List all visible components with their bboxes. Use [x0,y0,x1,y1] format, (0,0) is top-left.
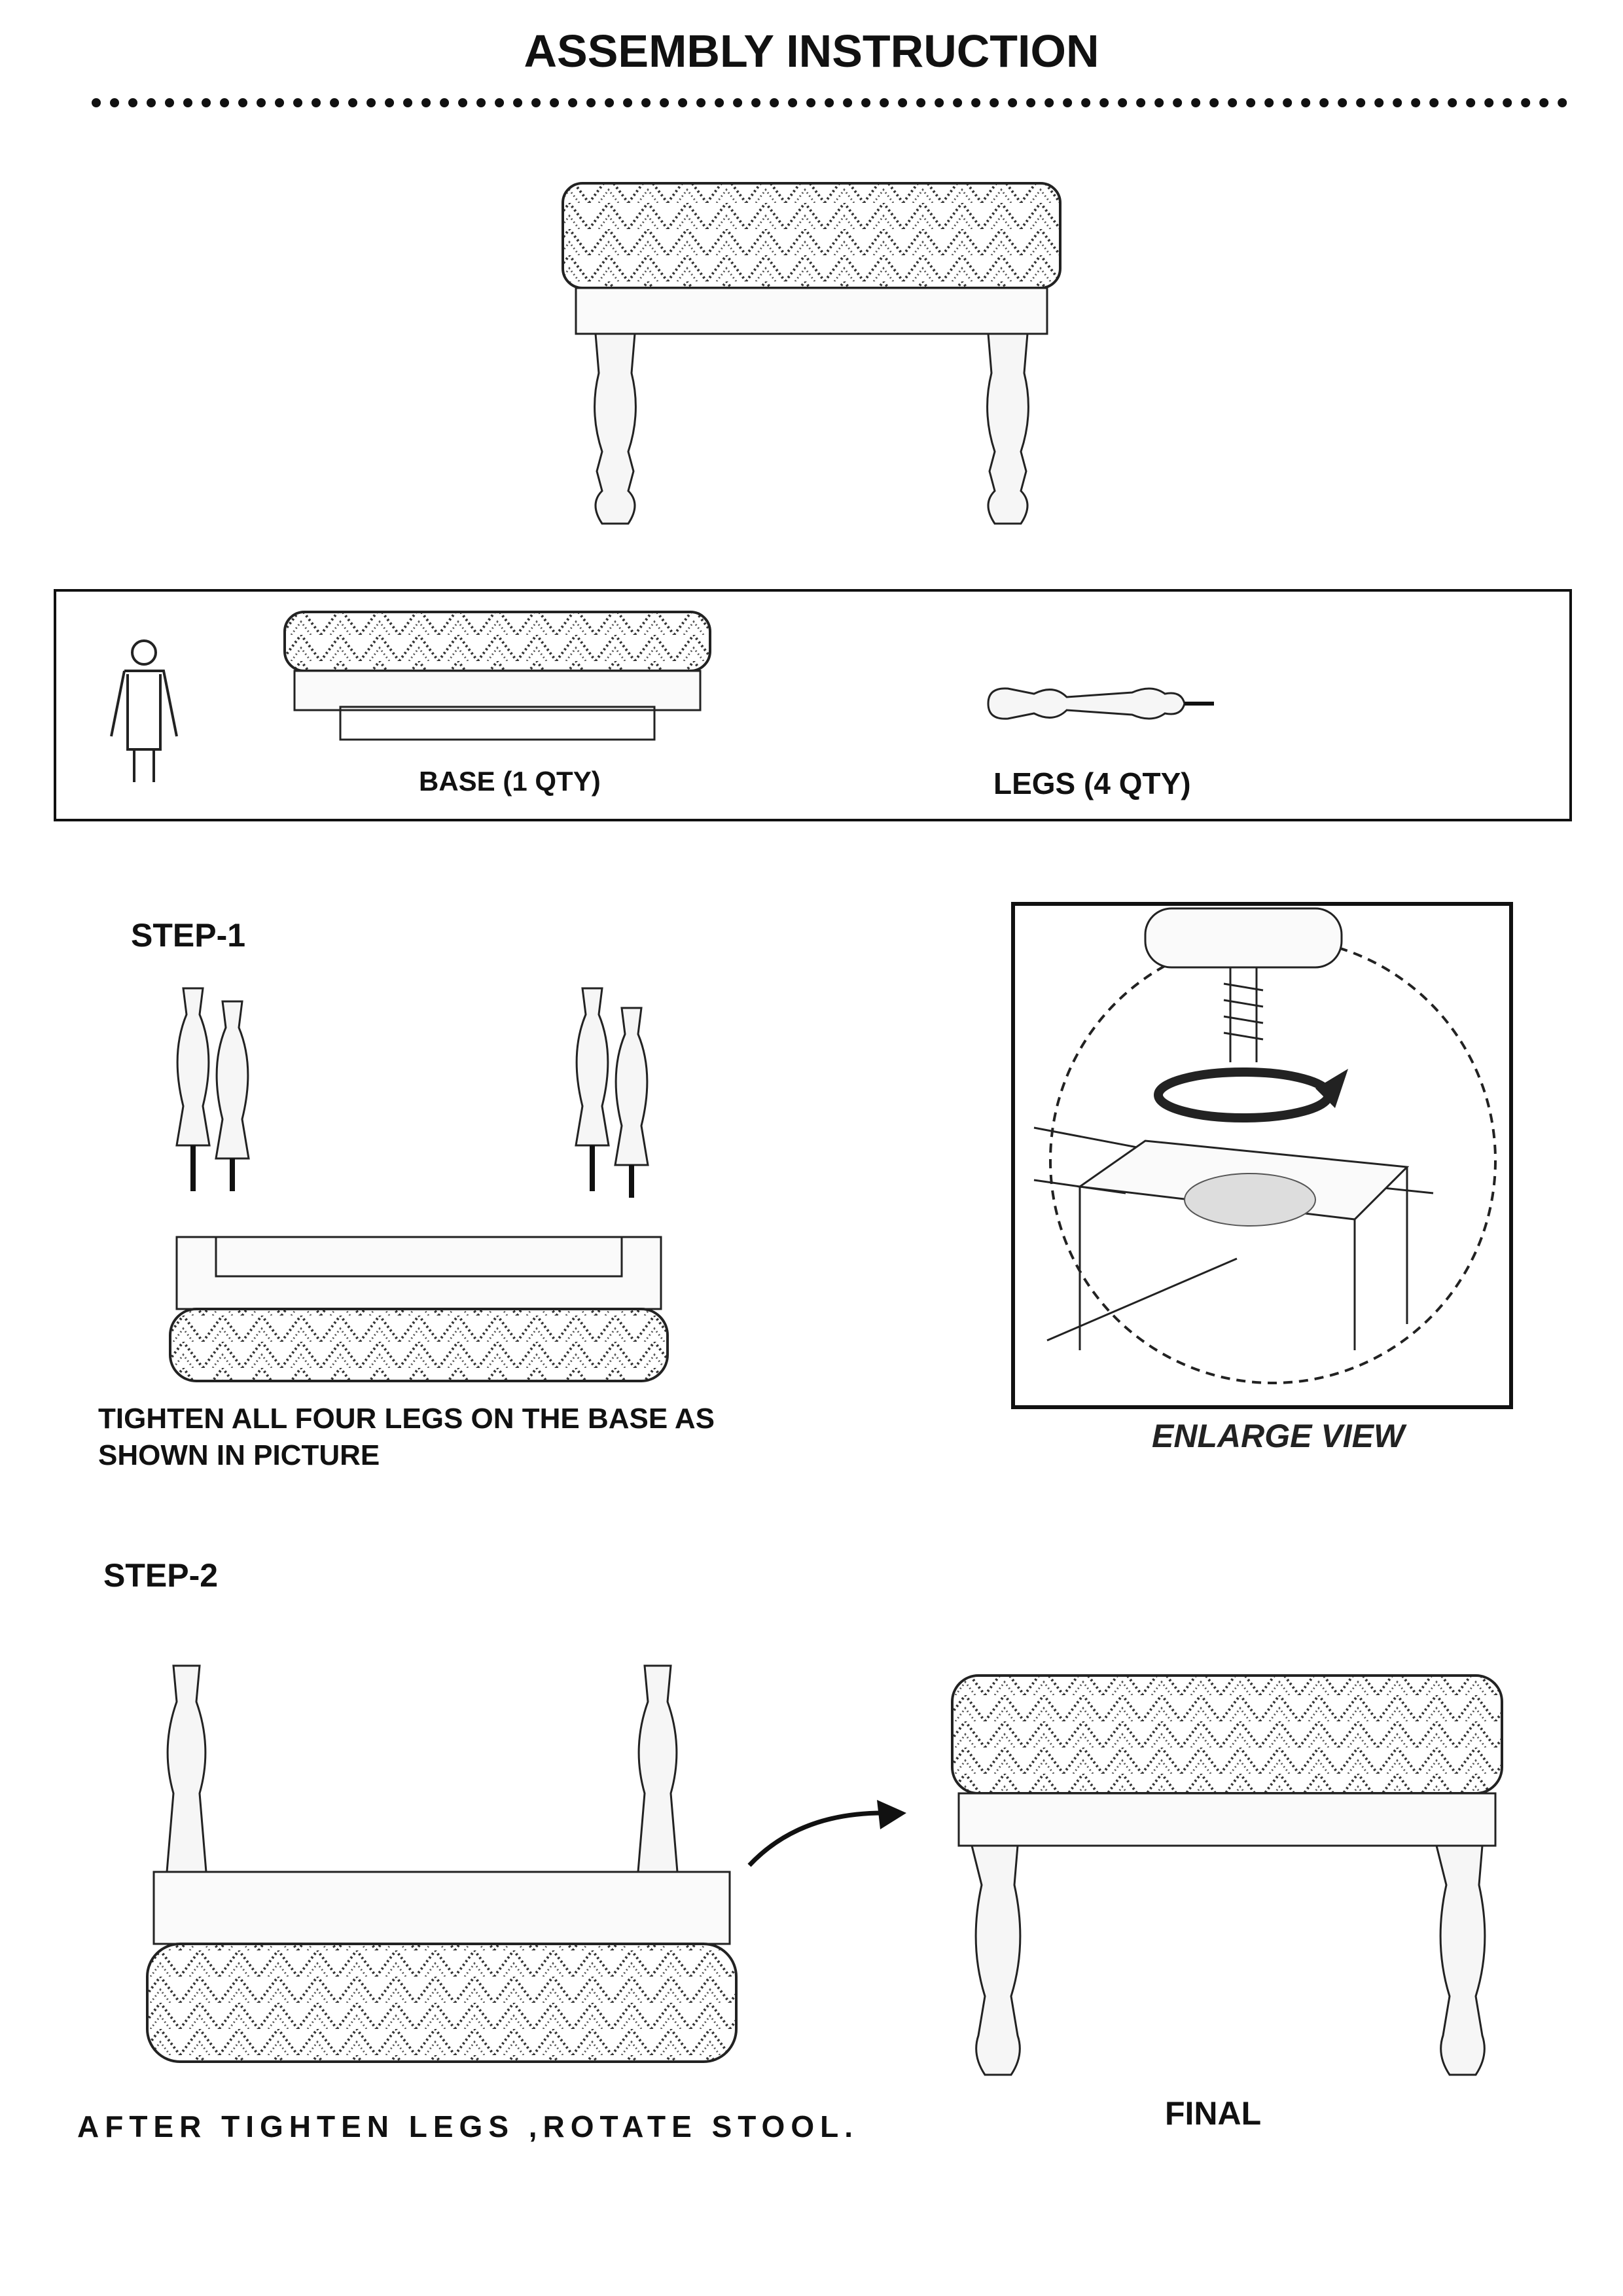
leg-right [988,334,1029,524]
legs-label: LEGS (4 QTY) [993,766,1191,800]
title-divider [92,98,1567,107]
base-part-illustration [281,609,713,749]
enlarge-view-illustration [1014,905,1510,1406]
final-label: FINAL [1165,2095,1262,2132]
step2-heading: STEP-2 [103,1557,219,1594]
step1-instruction-line2: SHOWN IN PICTURE [98,1439,380,1471]
step1-instruction-line1: TIGHTEN ALL FOUR LEGS ON THE BASE AS [98,1403,715,1435]
base-label: BASE (1 QTY) [419,766,601,797]
enlarge-view-label: ENLARGE VIEW [1152,1418,1405,1454]
step2-instruction: AFTER TIGHTEN LEGS ,ROTATE STOOL. [77,2109,859,2144]
page-title: ASSEMBLY INSTRUCTION [524,26,1099,77]
person-icon [98,638,190,789]
leg-left [595,334,636,524]
step1-heading: STEP-1 [131,917,246,954]
stool-hero-illustration [550,177,1073,543]
leg-part-illustration [982,674,1217,733]
arrow-icon [746,1793,910,1872]
step1-illustration [164,975,687,1394]
step2-upside-down-stool [141,1662,743,2068]
final-stool-illustration [946,1669,1508,2081]
step1-instruction [98,1401,883,1474]
